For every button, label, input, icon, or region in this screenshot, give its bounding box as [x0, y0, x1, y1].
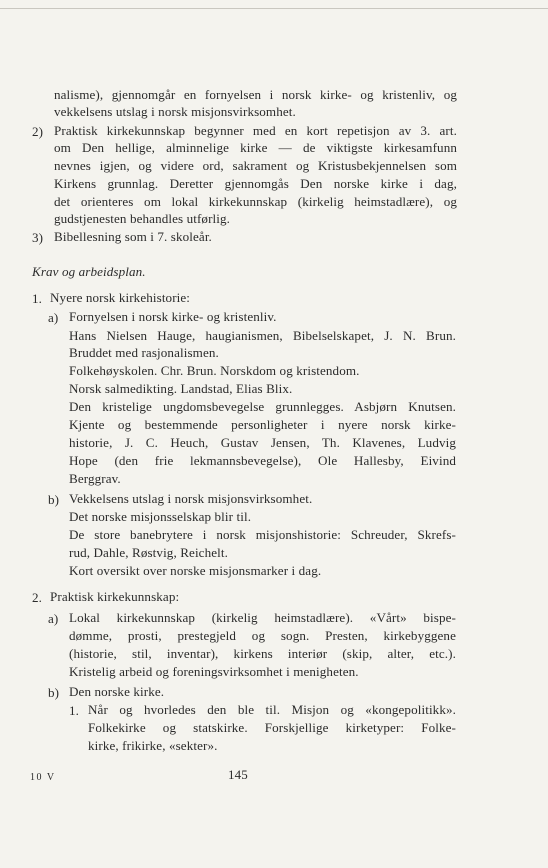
section-1b-line-5: Kort oversikt over norske misjonsmarker i dag. [69, 563, 322, 578]
section-1b-label: b) [48, 492, 60, 507]
section-2b1-line-3: kirke, frikirke, «sekter». [88, 738, 218, 753]
section-heading: Krav og arbeidsplan. [32, 264, 146, 279]
section-1b-line-1: Vekkelsens utslag i norsk misjonsvirksomhet. [69, 491, 313, 506]
intro-line-2: vekkelsens utslag i norsk misjonsvirksomhet. [54, 104, 296, 119]
section-1a-line-3: Bruddet med rasjonalismen. [69, 345, 219, 360]
section-1b-line-2: Det norske misjonsselskap blir til. [69, 509, 252, 524]
section-2b1-number: 1. [69, 703, 80, 718]
section-2b-title: Den norske kirke. [69, 684, 165, 699]
section-2b-label: b) [48, 685, 60, 700]
section-2-number: 2. [32, 590, 43, 605]
page-number: 145 [228, 767, 248, 782]
section-2-title: Praktisk kirkekunnskap: [50, 589, 180, 604]
item-2-line-3: nevnes igjen, og videre ord, sakrament og Kristusbekjennelsen som [54, 158, 457, 173]
section-2a-line-1: Lokal kirkekunnskap (kirkelig heimstadlære). «Vårt» bispe- [69, 610, 456, 625]
section-1a-line-1: Fornyelsen i norsk kirke- og kristenliv. [69, 309, 277, 324]
item-3-number: 3) [32, 230, 44, 245]
item-2-line-6: gudstjenesten behandles utførlig. [54, 211, 231, 226]
section-1-number: 1. [32, 291, 43, 306]
section-1a-line-7: Kjente og bestemmende personligheter i nyere norsk kirke- [69, 417, 456, 432]
item-2-line-2: om Den hellige, alminnelige kirke — de viktigste kirkesamfunn [54, 140, 457, 155]
section-2b1-line-1: Når og hvorledes den ble til. Misjon og «kongepolitikk». [88, 702, 456, 717]
item-2-line-1: Praktisk kirkekunnskap begynner med en kort repetisjon av 3. art. [54, 123, 457, 138]
section-2a-label: a) [48, 611, 59, 626]
section-1a-line-8: historie, J. C. Heuch, Gustav Jensen, Th. Klavenes, Ludvig [69, 435, 456, 450]
section-1b-line-4: rud, Dahle, Røstvig, Reichelt. [69, 545, 229, 560]
section-1a-line-4: Folkehøyskolen. Chr. Brun. Norskdom og kristendom. [69, 363, 360, 378]
section-1a-line-9: Hope (den frie lekmannsbevegelse), Ole Hallesby, Eivind [69, 453, 456, 468]
intro-line-1: nalisme), gjennomgår en fornyelsen i norsk kirke- og kristenliv, og [54, 87, 457, 102]
section-1a-line-10: Berggrav. [69, 471, 121, 486]
section-2b1-line-2: Folkekirke og statskirke. Forskjellige kirketyper: Folke- [88, 720, 456, 735]
section-1a-label: a) [48, 310, 59, 325]
item-2-number: 2) [32, 124, 44, 139]
section-1a-line-5: Norsk salmedikting. Landstad, Elias Blix. [69, 381, 293, 396]
item-3-text: Bibellesning som i 7. skoleår. [54, 229, 212, 244]
section-1a-line-6: Den kristelige ungdomsbevegelse grunnlegges. Asbjørn Knutsen. [69, 399, 456, 414]
item-2-line-5: det orienteres om lokal kirkekunnskap (kirkelig heimstadlære), og [54, 194, 457, 209]
section-1b-line-3: De store banebrytere i norsk misjonshistorie: Schreuder, Skrefs- [69, 527, 456, 542]
section-2a-line-3: (historie, stil, inventar), kirkens interiør (skip, alter, etc.). [69, 646, 456, 661]
section-1a-line-2: Hans Nielsen Hauge, haugianismen, Bibelselskapet, J. N. Brun. [69, 328, 456, 343]
section-1-title: Nyere norsk kirkehistorie: [50, 290, 191, 305]
printer-signature: 10 V [30, 772, 56, 783]
section-2a-line-2: dømme, prosti, prestegjeld og sogn. Presten, kirkebyggene [69, 628, 456, 643]
item-2-line-4: Kirkens grunnlag. Deretter gjennomgås Den norske kirke i dag, [54, 176, 457, 191]
section-2a-line-4: Kristelig arbeid og foreningsvirksomhet i menigheten. [69, 664, 359, 679]
